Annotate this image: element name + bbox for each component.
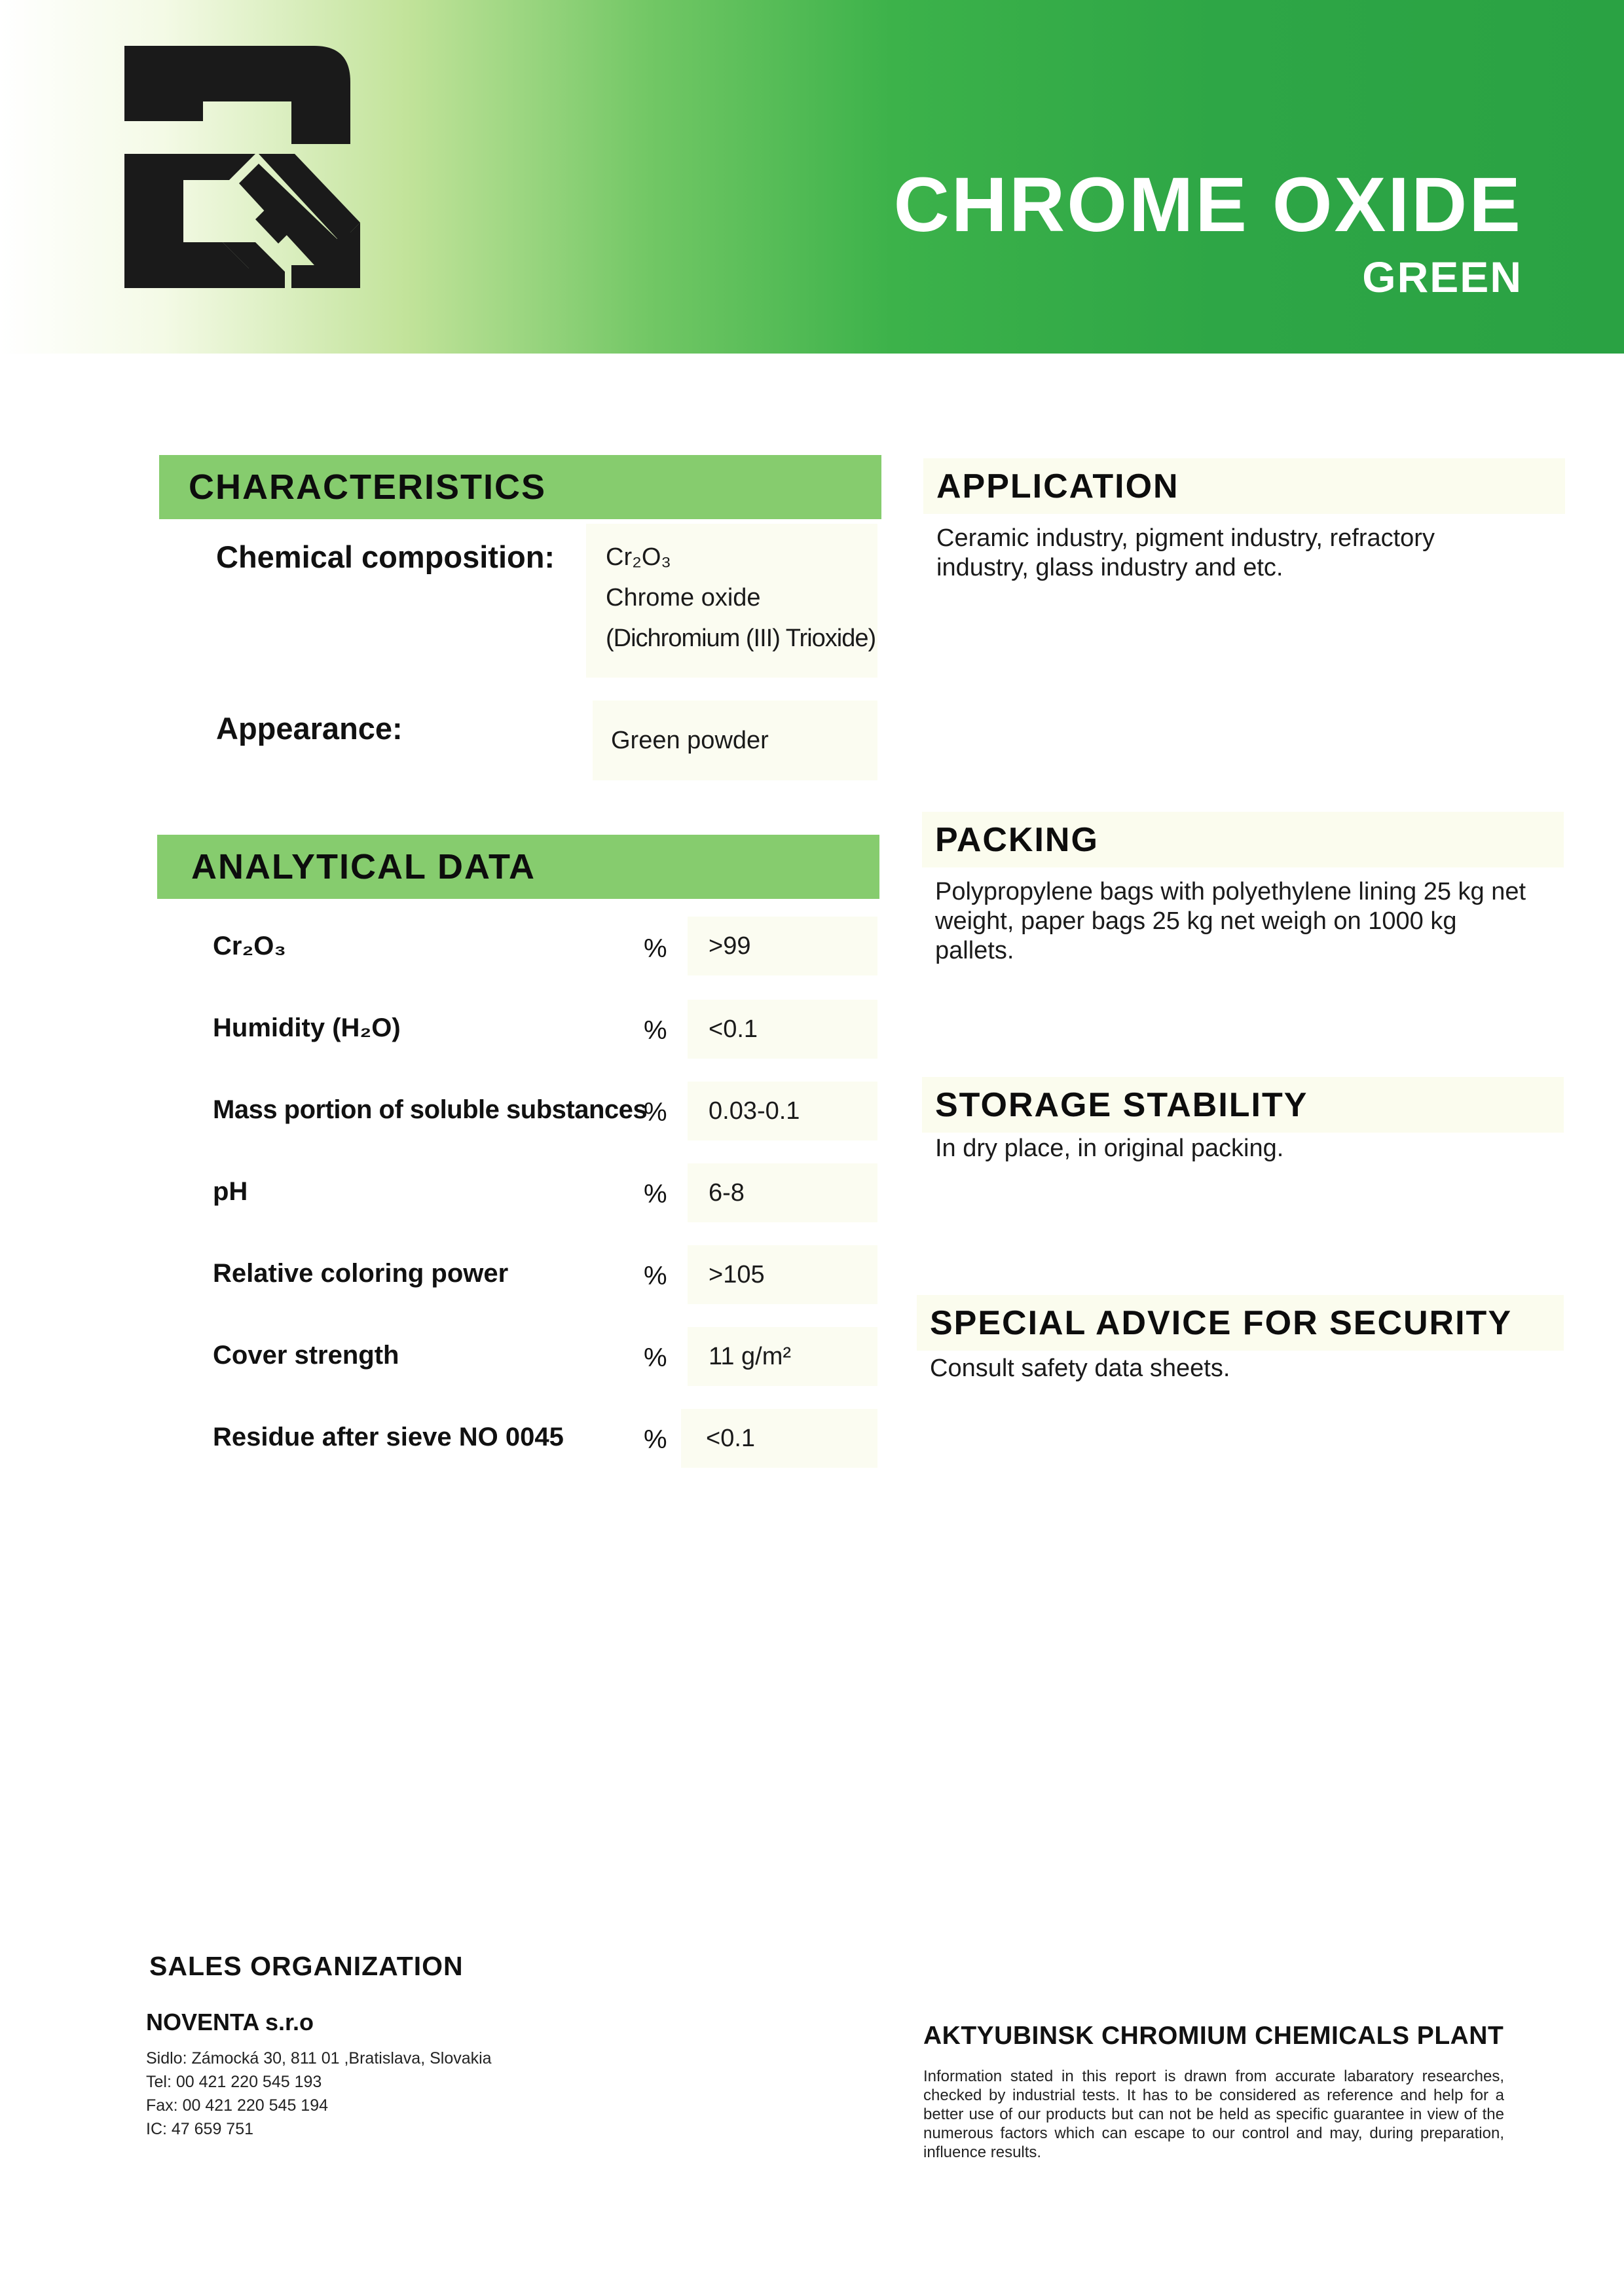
company-tel: Tel: 00 421 220 545 193 bbox=[146, 2073, 322, 2091]
composition-label: Chemical composition: bbox=[216, 539, 555, 574]
company-address: Sidlo: Zámocká 30, 811 01 ,Bratislava, Slovakia bbox=[146, 2049, 492, 2068]
analytical-row-value: <0.1 bbox=[688, 1000, 877, 1059]
analytical-row-value: >105 bbox=[688, 1245, 877, 1304]
company-fax: Fax: 00 421 220 545 194 bbox=[146, 2096, 329, 2115]
company-contacts bbox=[146, 2047, 492, 2141]
composition-formula: Cr₂O₃ bbox=[606, 543, 671, 571]
composition-value-cell bbox=[586, 524, 877, 678]
analytical-row-value: 0.03-0.1 bbox=[688, 1082, 877, 1140]
analytical-row-label: Cr₂O₃ bbox=[213, 932, 286, 960]
security-text: Consult safety data sheets. bbox=[930, 1355, 1230, 1382]
packing-heading: PACKING bbox=[922, 812, 1564, 867]
composition-name: Chrome oxide bbox=[606, 584, 761, 611]
analytical-row-unit: % bbox=[644, 1016, 667, 1045]
analytical-row-unit: % bbox=[644, 1343, 667, 1372]
analytical-row-label: Humidity (H₂O) bbox=[213, 1013, 401, 1042]
header-banner bbox=[0, 0, 1624, 354]
sales-organization-heading: SALES ORGANIZATION bbox=[149, 1951, 464, 1981]
application-text: Ceramic industry, pigment industry, refractory industry, glass industry and etc. bbox=[936, 524, 1435, 581]
characteristics-heading: CHARACTERISTICS bbox=[159, 455, 881, 519]
analytical-row-label: Mass portion of soluble substances bbox=[213, 1095, 648, 1124]
analytical-row-unit: % bbox=[644, 934, 667, 963]
appearance-label: Appearance: bbox=[216, 711, 403, 746]
analytical-row-unit: % bbox=[644, 1180, 667, 1209]
analytical-row-label: Residue after sieve NO 0045 bbox=[213, 1423, 564, 1451]
company-ic: IC: 47 659 751 bbox=[146, 2120, 254, 2138]
disclaimer-text: Information stated in this report is drawn from accurate labaratory researches, checked by industrial tests. It has to be considered as reference and help for a better use of our products but can not be held as specific guarantee in view of the numerous factors which can escape to our control and may, during preparation, influence results. bbox=[923, 2068, 1504, 2161]
analytical-row-unit: % bbox=[644, 1425, 667, 1454]
application-heading: APPLICATION bbox=[923, 458, 1565, 514]
company-name: NOVENTA s.r.o bbox=[146, 2009, 314, 2035]
analytical-row-value: <0.1 bbox=[681, 1409, 877, 1468]
analytical-row-unit: % bbox=[644, 1098, 667, 1127]
alpha-arrow-logo-icon bbox=[124, 46, 360, 288]
analytical-row-value: >99 bbox=[688, 917, 877, 975]
product-subtitle: GREEN bbox=[1362, 253, 1522, 301]
analytical-row-label: Relative coloring power bbox=[213, 1259, 509, 1288]
product-title: CHROME OXIDE bbox=[893, 162, 1522, 248]
security-heading: SPECIAL ADVICE FOR SECURITY bbox=[917, 1295, 1564, 1351]
analytical-heading: ANALYTICAL DATA bbox=[157, 835, 879, 899]
analytical-row-value: 6-8 bbox=[688, 1163, 877, 1222]
plant-heading: AKTYUBINSK CHROMIUM CHEMICALS PLANT bbox=[923, 2022, 1504, 2050]
appearance-value: Green powder bbox=[593, 701, 877, 780]
storage-text: In dry place, in original packing. bbox=[935, 1135, 1284, 1162]
storage-heading: STORAGE STABILITY bbox=[922, 1077, 1564, 1133]
packing-text: Polypropylene bags with polyethylene lining 25 kg net weight, paper bags 25 kg net weigh on 1000 kg pallets. bbox=[935, 878, 1526, 964]
analytical-row-label: Cover strength bbox=[213, 1341, 399, 1370]
analytical-row-value: 11 g/m² bbox=[688, 1327, 877, 1386]
analytical-row-label: pH bbox=[213, 1177, 248, 1206]
analytical-row-unit: % bbox=[644, 1262, 667, 1290]
composition-full-name: (Dichromium (III) Trioxide) bbox=[606, 625, 876, 652]
